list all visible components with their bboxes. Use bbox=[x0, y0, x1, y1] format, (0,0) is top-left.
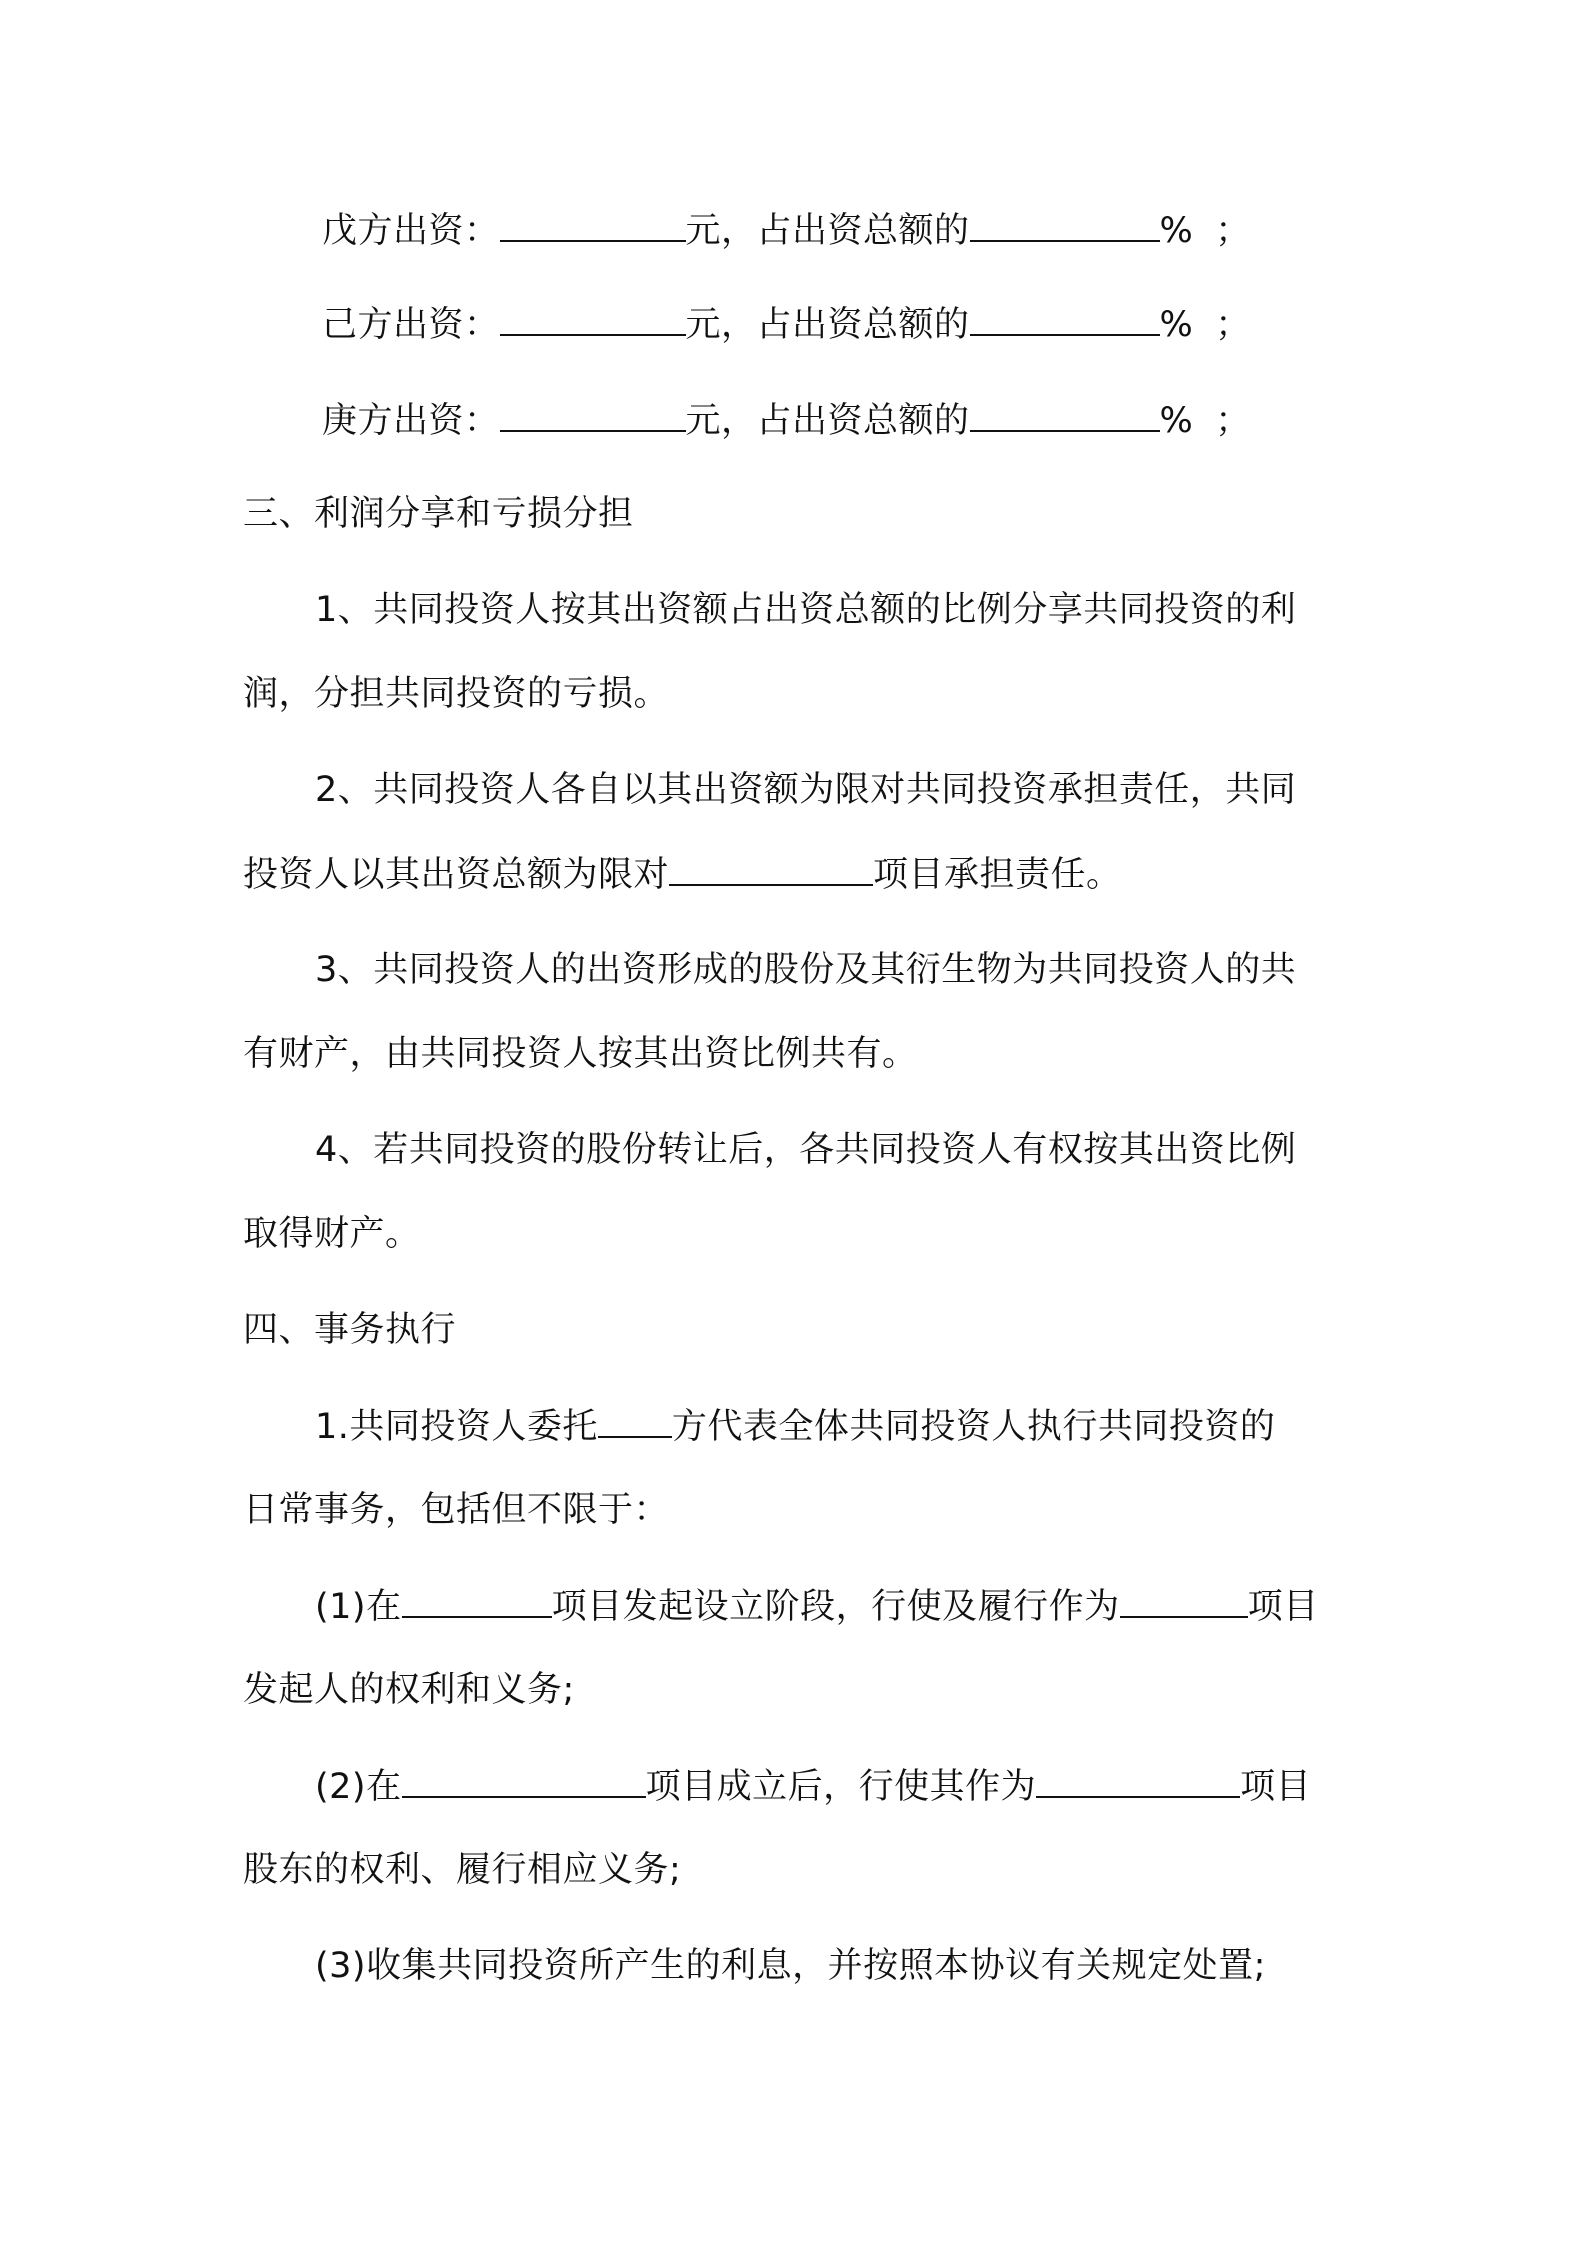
amount-blank bbox=[500, 398, 686, 432]
amount-blank bbox=[500, 302, 686, 336]
section-3-p1-line1: 1、共同投资人按其出资额占出资总额的比例分享共同投资的利 bbox=[315, 590, 1297, 630]
section-3-p2-line1: 2、共同投资人各自以其出资额为限对共同投资承担责任，共同 bbox=[315, 770, 1297, 810]
section-4-item1-line2: 发起人的权利和义务; bbox=[243, 1670, 575, 1710]
project-blank bbox=[402, 1764, 646, 1798]
contribution-line-ji: 己方出资： 元，占出资总额的 % ； bbox=[322, 302, 1442, 347]
section-3-p3-line2: 有财产，由共同投资人按其出资比例共有。 bbox=[243, 1034, 918, 1074]
percent-blank bbox=[970, 398, 1160, 432]
section-4-item2-line1: (2)在 项目成立后，行使其作为 项目 bbox=[315, 1764, 1435, 1809]
section-3-p4-line1: 4、若共同投资的股份转让后，各共同投资人有权按其出资比例 bbox=[315, 1130, 1297, 1170]
section-4-item2-line2: 股东的权利、履行相应义务; bbox=[243, 1850, 682, 1890]
section-3-p4-line2: 取得财产。 bbox=[243, 1214, 421, 1254]
section-3-p3-line1: 3、共同投资人的出资形成的股份及其衍生物为共同投资人的共 bbox=[315, 950, 1297, 990]
project-blank bbox=[1036, 1764, 1240, 1798]
percent-blank bbox=[970, 302, 1160, 336]
project-blank bbox=[1120, 1584, 1248, 1618]
project-blank bbox=[669, 852, 873, 886]
section-3-heading: 三、利润分享和亏损分担 bbox=[243, 494, 634, 534]
amount-blank bbox=[500, 208, 686, 242]
section-4-item3-line1: (3)收集共同投资所产生的利息，并按照本协议有关规定处置; bbox=[315, 1946, 1266, 1986]
contribution-line-wu: 戊方出资： 元，占出资总额的 % ； bbox=[322, 208, 1442, 253]
contribution-line-geng: 庚方出资： 元，占出资总额的 % ； bbox=[322, 398, 1442, 443]
section-3-p2-line2: 投资人以其出资总额为限对 项目承担责任。 bbox=[243, 852, 1363, 897]
section-4-p1-line2: 日常事务，包括但不限于： bbox=[243, 1490, 670, 1530]
project-blank bbox=[402, 1584, 552, 1618]
section-4-heading: 四、事务执行 bbox=[243, 1310, 457, 1350]
section-3-p1-line2: 润，分担共同投资的亏损。 bbox=[243, 674, 670, 714]
percent-blank bbox=[970, 208, 1160, 242]
section-4-item1-line1: (1)在 项目发起设立阶段，行使及履行作为 项目 bbox=[315, 1584, 1435, 1629]
section-4-p1-line1: 1.共同投资人委托 方代表全体共同投资人执行共同投资的 bbox=[315, 1404, 1435, 1449]
party-blank bbox=[598, 1404, 672, 1438]
